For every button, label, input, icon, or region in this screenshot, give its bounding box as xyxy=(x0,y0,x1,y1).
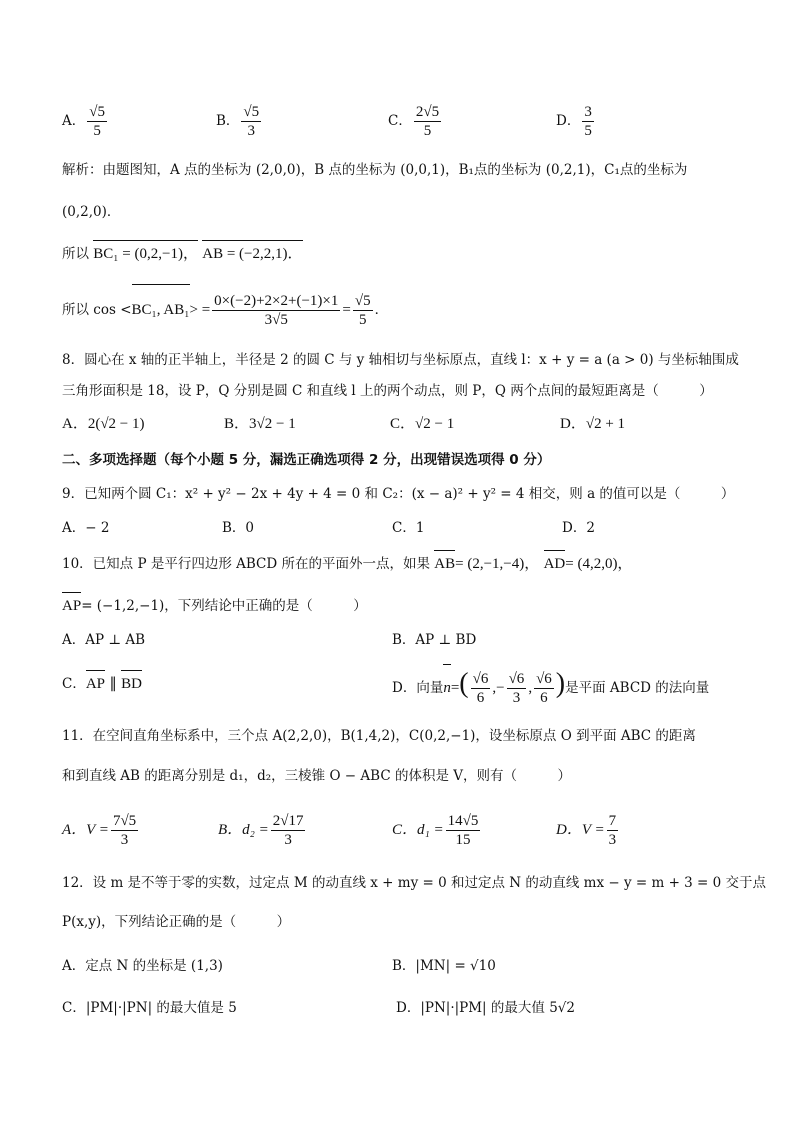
comma: ,− xyxy=(492,680,505,696)
text: 是平面 ABCD 的法向量 xyxy=(565,680,710,696)
denominator: 3 xyxy=(608,832,617,848)
q10-stem-line-2 xyxy=(62,596,754,616)
denominator: 3 xyxy=(512,690,521,706)
numerator: √6 xyxy=(472,671,489,687)
fraction xyxy=(414,103,441,140)
q11-option-c xyxy=(392,812,482,849)
text: 所以 cos < xyxy=(62,302,132,318)
denominator: 5 xyxy=(584,123,592,139)
fraction xyxy=(87,103,107,140)
vector-ab: AB xyxy=(434,556,456,572)
fraction xyxy=(582,103,594,140)
numerator: √5 xyxy=(354,293,371,309)
fraction xyxy=(446,812,481,849)
option-label: B．d₂ = xyxy=(218,822,269,838)
fraction xyxy=(507,670,527,707)
option-label: D．向量 xyxy=(392,680,444,696)
fraction xyxy=(271,812,306,849)
vector-n: n xyxy=(443,668,451,708)
analysis-line-1: 解析：由题图知，A 点的坐标为 (2,0,0)，B 点的坐标为 (0,0,1)，B₁点的坐标为 (0,2,1)，C₁点的坐标为 xyxy=(62,162,688,178)
q8-option-a: A．2(√2 − 1) xyxy=(62,416,145,432)
q10-stem-line-1 xyxy=(62,554,754,574)
option-label: C． xyxy=(62,676,86,692)
option-label: C．d₁ = xyxy=(392,822,444,838)
text: = xyxy=(450,680,460,696)
q11-option-b xyxy=(218,812,307,849)
option-label: A．V = xyxy=(62,822,109,838)
right-paren: ) xyxy=(555,668,566,699)
q8-option-d: D．√2 + 1 xyxy=(560,416,626,432)
denominator: 6 xyxy=(540,690,548,706)
q9-option-d: D．2 xyxy=(562,520,595,536)
vector-ap: AP xyxy=(62,598,82,614)
text: > = xyxy=(189,302,211,318)
vector-pair: BC₁, AB₁ xyxy=(132,288,190,332)
q12-stem-line-1: 12．设 m 是不等于零的实数，过定点 M 的动直线 x + my = 0 和过定点 N 的动直线 mx − y = m + 3 = 0 交于点 xyxy=(62,875,767,891)
q9-option-b: B．0 xyxy=(222,520,255,536)
fraction xyxy=(534,670,554,707)
numerator: 2√17 xyxy=(272,813,304,829)
q8-option-c: C．√2 − 1 xyxy=(390,416,455,432)
option-label: D． xyxy=(556,113,581,129)
q7-option-a xyxy=(62,103,109,140)
fraction xyxy=(353,292,373,329)
q9-option-c: C．1 xyxy=(392,520,425,536)
denominator: 15 xyxy=(455,832,471,848)
denominator: 5 xyxy=(93,123,101,139)
q9-option-a: A．− 2 xyxy=(62,520,110,536)
denominator: 3 xyxy=(284,832,292,848)
fraction xyxy=(607,812,619,849)
q8-option-b: B．3√2 − 1 xyxy=(224,416,296,432)
option-label: C． xyxy=(388,113,412,129)
denominator: 3 xyxy=(247,123,256,139)
numerator: √5 xyxy=(243,104,260,120)
text: 10．已知点 P 是平行四边形 ABCD 所在的平面外一点，如果 xyxy=(62,556,430,572)
numerator: 0×(−2)+2×2+(−1)×1 xyxy=(214,293,339,309)
denominator: 6 xyxy=(476,690,485,706)
numerator: √5 xyxy=(89,104,105,120)
q9-stem: 9．已知两个圆 C₁：x² + y² − 2x + 4y + 4 = 0 和 C₂：(x − a)² + y² = 4 相交，则 a 的值可以是（ ） xyxy=(62,486,735,502)
fraction xyxy=(471,670,491,707)
q12-option-b: B．|MN| = √10 xyxy=(392,958,496,974)
q7-option-c xyxy=(388,103,443,140)
vector-ad: AD xyxy=(543,556,566,572)
q8-stem-line-1: 8．圆心在 x 轴的正半轴上，半径是 2 的圆 C 与 y 轴相切与坐标原点，直线 l：x + y = a (a > 0) 与坐标轴围成 xyxy=(62,352,739,368)
option-label: D．V = xyxy=(556,822,605,838)
numerator: 14√5 xyxy=(447,813,479,829)
q7-option-d xyxy=(556,103,596,140)
option-label: B． xyxy=(216,113,240,129)
text: ． xyxy=(374,302,389,318)
q12-option-a: A．定点 N 的坐标是 (1,3) xyxy=(62,958,223,974)
parallel-symbol: ∥ xyxy=(109,676,117,692)
numerator: 7 xyxy=(608,813,617,829)
vector-ab: AB = (−2,2,1)． xyxy=(202,246,303,262)
q10-option-d xyxy=(392,664,709,708)
q10-option-b: B．AP ⊥ BD xyxy=(392,632,477,648)
q7-option-b xyxy=(216,103,263,140)
q10-option-c xyxy=(62,674,142,694)
vector-bd: BD xyxy=(121,676,142,692)
q10-option-a: A．AP ⊥ AB xyxy=(62,632,146,648)
vector-ap: AP xyxy=(85,676,106,692)
text: = xyxy=(342,302,351,318)
text: = (4,2,0)， xyxy=(565,556,633,572)
numerator: 2√5 xyxy=(415,104,440,120)
q11-stem-line-2: 和到直线 AB 的距离分别是 d₁，d₂，三棱锥 O − ABC 的体积是 V，则有（ ） xyxy=(62,768,571,784)
denominator: 5 xyxy=(423,123,432,139)
vector-bc1: BC₁ = (0,2,−1)， xyxy=(93,246,198,262)
text: = (2,−1,−4)， xyxy=(455,556,540,572)
q12-stem-line-2: P(x,y)，下列结论正确的是（ ） xyxy=(62,914,291,930)
fraction xyxy=(212,292,340,329)
q11-stem-line-1: 11．在空间直角坐标系中，三个点 A(2,2,0)，B(1,4,2)，C(0,2,−1)，设坐标原点 O 到平面 ABC 的距离 xyxy=(62,728,696,744)
q11-option-d xyxy=(556,812,620,849)
q12-option-d: D．|PN|·|PM| 的最大值 5√2 xyxy=(396,1000,575,1016)
analysis-line-3 xyxy=(62,244,754,264)
text: 所以 xyxy=(62,246,89,262)
comma: , xyxy=(528,680,533,696)
left-paren: ( xyxy=(459,668,469,699)
denominator: 3 xyxy=(120,832,129,848)
section-heading: 二、多项选择题（每个小题 5 分，漏选正确选项得 2 分，出现错误选项得 0 分） xyxy=(62,452,551,468)
analysis-line-4 xyxy=(62,288,754,332)
numerator: 3 xyxy=(584,104,592,120)
option-label: A． xyxy=(62,113,86,129)
text: = (−1,2,−1)，下列结论中正确的是（ ） xyxy=(81,598,367,614)
denominator: 3√5 xyxy=(264,312,288,328)
numerator: √6 xyxy=(536,671,552,687)
numerator: 7√5 xyxy=(112,813,137,829)
q8-stem-line-2: 三角形面积是 18，设 P，Q 分别是圆 C 和直线 l 上的两个动点，则 P，Q 两个点间的最短距离是（ ） xyxy=(62,383,713,399)
fraction xyxy=(241,103,261,140)
analysis-line-2: (0,2,0)． xyxy=(62,204,121,220)
fraction xyxy=(111,812,138,849)
q12-option-c: C．|PM|·|PN| 的最大值是 5 xyxy=(62,1000,237,1016)
q11-option-a xyxy=(62,812,140,849)
numerator: √6 xyxy=(508,671,525,687)
denominator: 5 xyxy=(358,312,367,328)
